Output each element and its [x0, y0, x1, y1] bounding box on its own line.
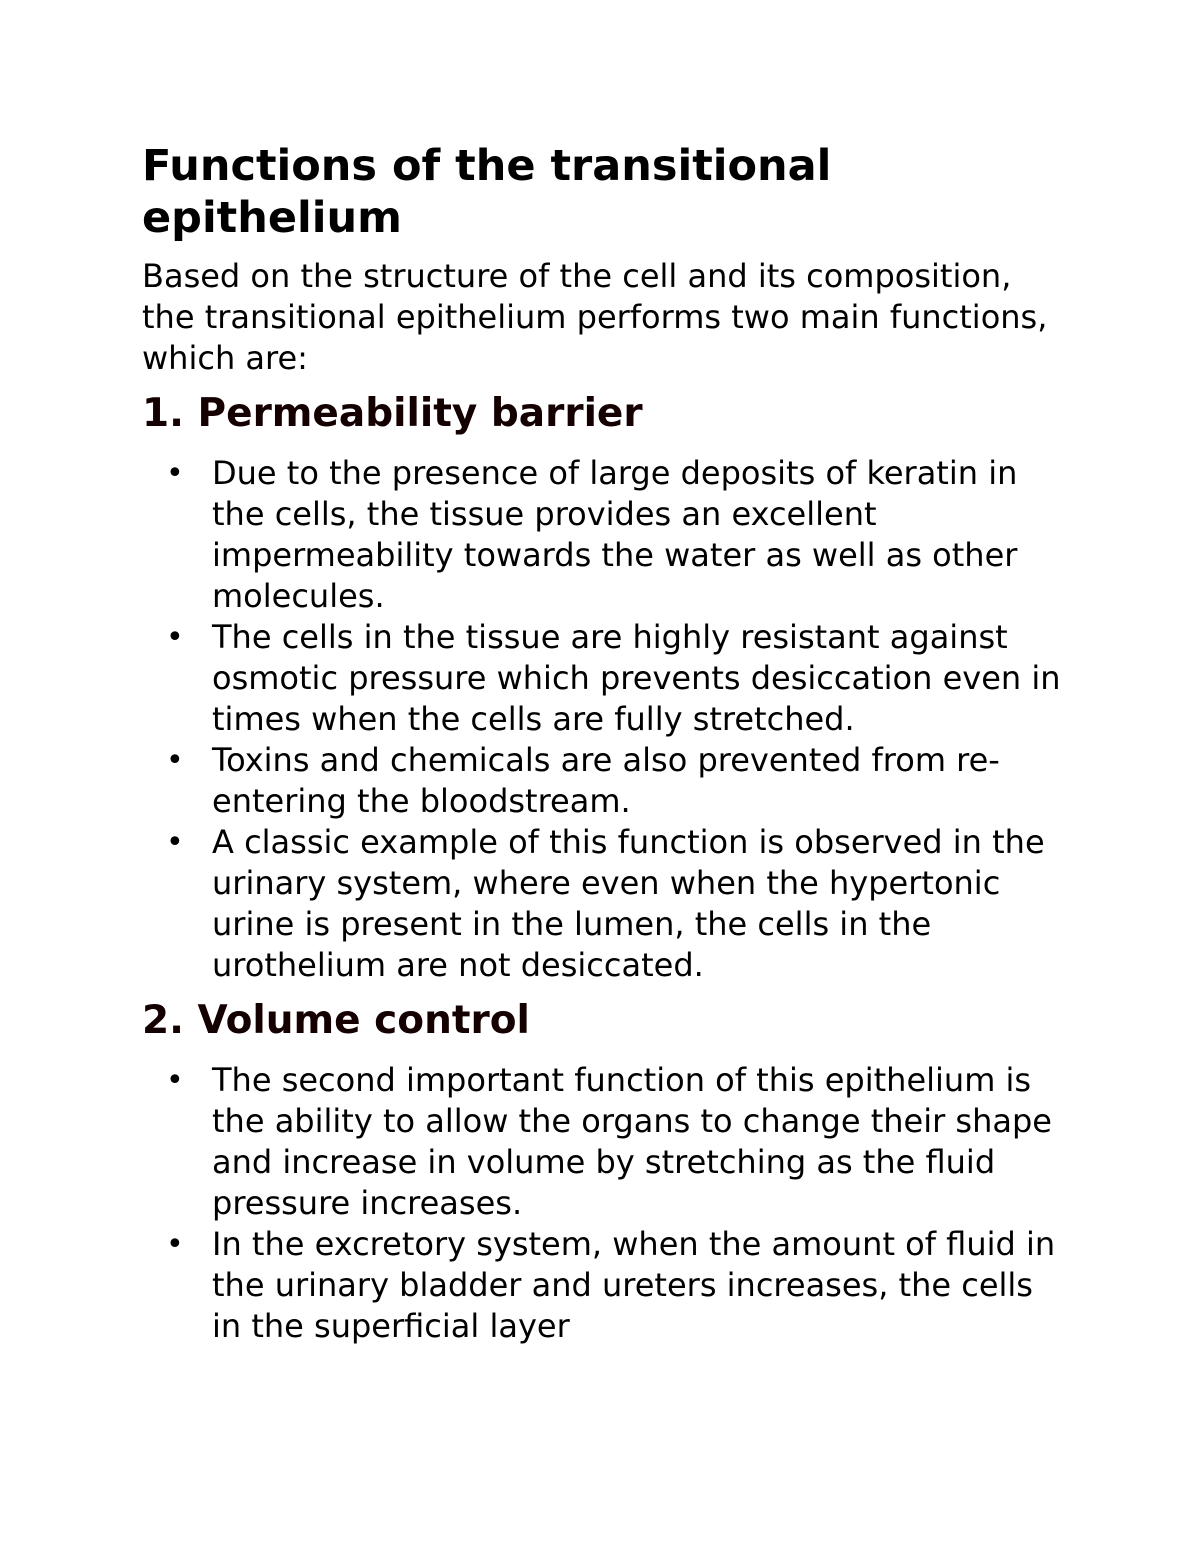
bullet-icon: • — [166, 825, 184, 860]
list-item-text: The cells in the tissue are highly resistant against osmotic pressure which prevents desiccation even in times when the cells are fully stretched. — [212, 618, 1061, 738]
list-item — [142, 1060, 1072, 1224]
list-item — [142, 822, 1072, 986]
permeability-barrier-list — [142, 453, 1072, 986]
page-title: Functions of the transitional epithelium — [142, 141, 832, 243]
bullet-icon: • — [166, 620, 184, 655]
bullet-icon: • — [166, 743, 184, 778]
bullet-icon: • — [166, 1227, 184, 1262]
list-item — [142, 1224, 1072, 1347]
list-item-text: A classic example of this function is observed in the urinary system, where even when the hypertonic urine is present in the lumen, the cells in the urothelium are not desiccated. — [212, 823, 1045, 984]
list-item-text: Due to the presence of large deposits of keratin in the cells, the tissue provides an excellent impermeability towards the water as well as other molecules. — [212, 454, 1018, 615]
list-item-text: Toxins and chemicals are also prevented from re-entering the bloodstream. — [212, 741, 1000, 820]
bullet-icon: • — [166, 1063, 184, 1098]
bullet-icon: • — [166, 456, 184, 491]
section-heading-volume-control: 2. Volume control — [142, 998, 530, 1043]
document-page — [142, 140, 1072, 1347]
list-item — [142, 453, 1072, 617]
list-item — [142, 740, 1072, 822]
section-heading-permeability-barrier: 1. Permeability barrier — [142, 391, 643, 436]
list-item — [142, 617, 1072, 740]
list-item-text: The second important function of this epithelium is the ability to allow the organs to change their shape and increase in volume by stretching as the fluid pressure increases. — [212, 1061, 1052, 1222]
volume-control-list — [142, 1060, 1072, 1347]
list-item-text: In the excretory system, when the amount of fluid in the urinary bladder and ureters increases, the cells in the superficial layer — [212, 1225, 1056, 1345]
intro-paragraph: Based on the structure of the cell and its composition, the transitional epithelium performs two main functions, which are: — [142, 257, 1048, 377]
